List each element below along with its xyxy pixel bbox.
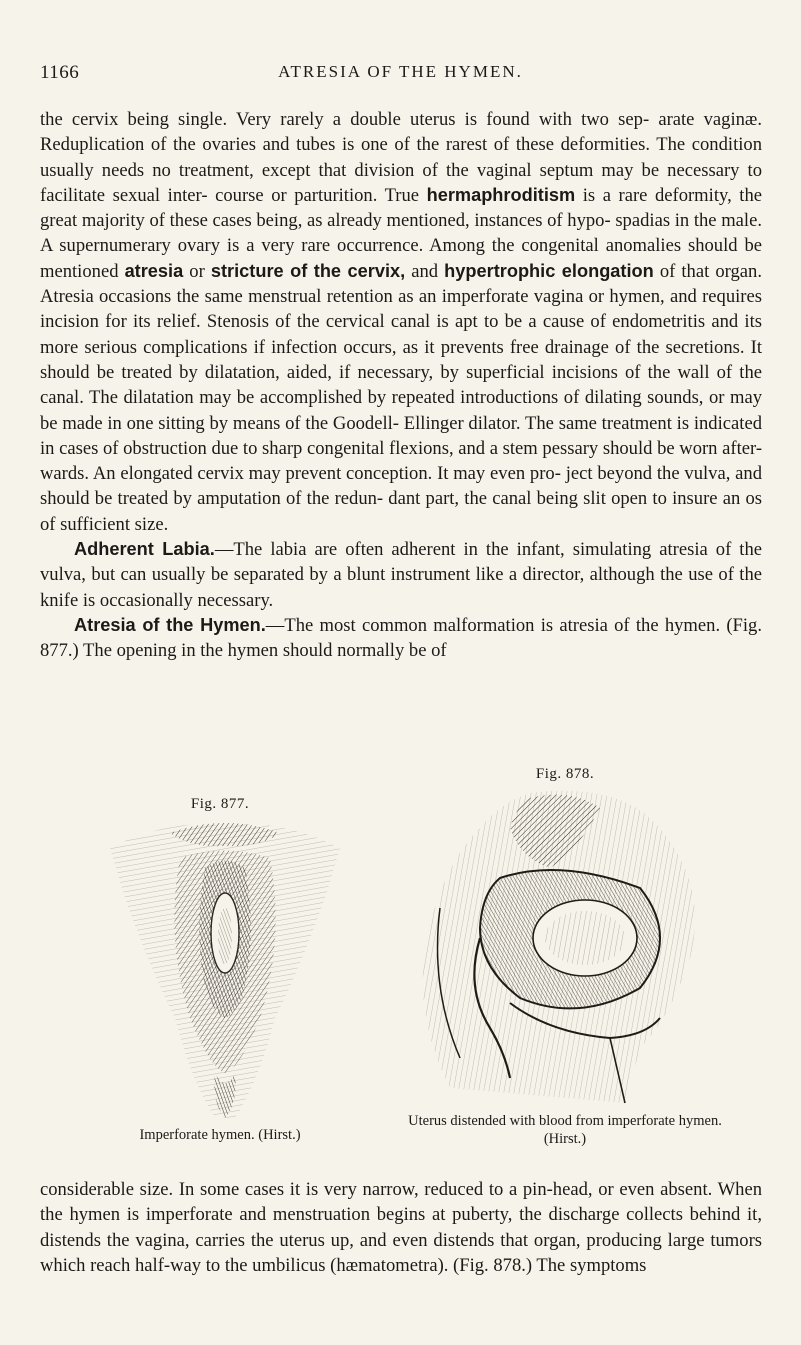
figure-caption: Uterus distended with blood from imperforate hymen. (Hirst.) bbox=[408, 1113, 722, 1147]
figure-878 bbox=[400, 766, 762, 1166]
section-heading-atresia-hymen: Atresia of the Hymen. bbox=[74, 614, 266, 635]
figure-label: Fig. 877. bbox=[190, 796, 250, 812]
text-run: or bbox=[183, 260, 211, 282]
text-run: and bbox=[405, 260, 445, 282]
hematometra-illustration bbox=[410, 788, 720, 1108]
running-head: ATRESIA OF THE HYMEN. bbox=[278, 62, 523, 81]
term-stricture: stricture of the cervix, bbox=[210, 260, 406, 281]
figure-caption: Imperforate hymen. (Hirst.) bbox=[139, 1127, 301, 1143]
term-hermaphroditism: hermaphroditism bbox=[426, 184, 576, 205]
figures-row bbox=[40, 766, 762, 1166]
term-atresia: atresia bbox=[124, 260, 184, 281]
text-run: is a rare deformity, the great majority of these cases being, as already mentioned, instances of hypo- spadias in the male. A supernumerary ovary is a very rare occurrence. Among the congenital anomalies should be mentioned bbox=[40, 184, 762, 282]
figure-877 bbox=[80, 796, 380, 1156]
paragraph-cervix bbox=[40, 107, 762, 537]
term-hypertrophic-elongation: hypertrophic elongation bbox=[444, 260, 654, 281]
body-text-top bbox=[40, 107, 762, 664]
section-heading-adherent-labia: Adherent Labia. bbox=[74, 539, 215, 560]
page-header bbox=[40, 62, 761, 86]
figure-label: Fig. 878. bbox=[535, 766, 595, 782]
page-number: 1166 bbox=[40, 62, 80, 83]
text-run: —The most common malformation is atresia of the hymen. (Fig. 877.) The opening in the hymen should normally be of bbox=[40, 614, 762, 662]
paragraph-adherent-labia bbox=[40, 537, 762, 613]
text-run: the cervix being single. Very rarely a double uterus is found with two sep- arate vaginæ. Reduplication of the ovaries and tubes is one of the rarest of these deformities. The condition usually needs no treatment, except that division of the vaginal septum may be necessary to facilitate sexual inter- course or parturition. True bbox=[40, 109, 762, 206]
text-run: of that organ. Atresia occasions the same menstrual retention as an imperforate vagina or hymen, and requires incision for its relief. Stenosis of the cervical canal is apt to be a cause of endometritis and its more serious complications if infection occurs, as it prevents free drainage of the secretions. It should be treated by dilatation, aided, if necessary, by superficial incisions of the wall of the canal. The dilatation may be accomplished by repeated introductions of dilating sounds, or may be made in one sitting by means of the Goodell- Ellinger dilator. The same treatment is indicated in cases of obstruction due to sharp congenital flexions, and a stem pessary should be worn after- wards. An elongated cervix may prevent conception. It may even pro- ject beyond the vulva, and should be treated by amputation of the redun- dant part, the canal being slit open to insure an os of sufficient size. bbox=[40, 260, 763, 535]
paragraph-continued: considerable size. In some cases it is very narrow, reduced to a pin-head, or even absent. When the hymen is imperforate and menstruation begins at puberty, the discharge collects behind it, distends the vagina, carries the uterus up, and even distends that organ, producing large tumors which reach half-way to the umbilicus (hæmatometra). (Fig. 878.) The symptoms bbox=[40, 1179, 762, 1276]
body-text-bottom bbox=[40, 1177, 762, 1278]
text-run: —The labia are often adherent in the infant, simulating atresia of the vulva, but can usually be separated by a blunt instrument like a director, although the use of the knife is occasionally necessary. bbox=[40, 539, 762, 611]
imperforate-hymen-illustration bbox=[110, 818, 340, 1123]
paragraph-atresia-hymen bbox=[40, 613, 762, 664]
